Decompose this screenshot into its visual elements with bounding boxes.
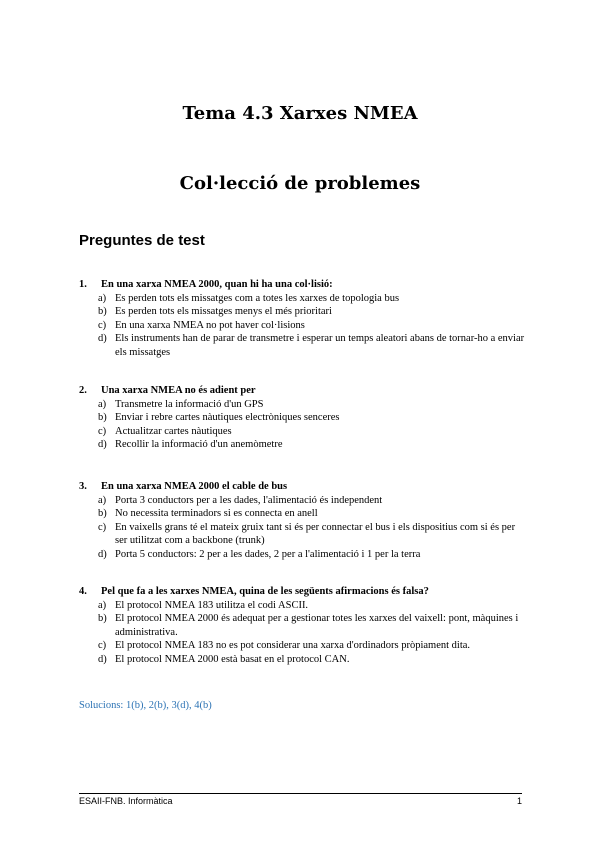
- question-2-header: [79, 384, 529, 398]
- section-heading: Preguntes de test: [79, 232, 205, 249]
- option-text: No necessita terminadors si es connecta en anell: [115, 508, 318, 519]
- option-item: [79, 612, 529, 639]
- document-title: Tema 4.3 Xarxes NMEA: [182, 103, 418, 124]
- option-text: En una xarxa NMEA no pot haver col·lisions: [115, 319, 305, 331]
- option-item: [79, 411, 529, 425]
- option-letter: d): [98, 653, 107, 665]
- question-1: [79, 278, 529, 359]
- option-item: [79, 425, 529, 439]
- option-letter: a): [98, 599, 107, 611]
- option-letter: a): [98, 398, 107, 410]
- option-text: El protocol NMEA 2000 està basat en el protocol CAN.: [115, 653, 350, 665]
- footer-label: ESAII-FNB. Informàtica: [79, 796, 173, 806]
- question-text: En una xarxa NMEA 2000 el cable de bus: [101, 481, 288, 492]
- option-text: Transmetre la informació d'un GPS: [115, 398, 264, 410]
- question-text: Una xarxa NMEA no és adient per: [101, 385, 256, 396]
- option-letter: c): [98, 319, 107, 331]
- option-item: [79, 507, 529, 521]
- option-letter: c): [98, 640, 107, 651]
- option-letter: b): [98, 508, 107, 519]
- option-item: [79, 292, 529, 306]
- option-letter: a): [98, 292, 107, 304]
- question-number: 4.: [79, 586, 87, 597]
- option-letter: b): [98, 306, 107, 317]
- option-item: [79, 494, 529, 508]
- solutions-text: Solucions: 1(b), 2(b), 3(d), 4(b): [79, 700, 212, 711]
- option-text: En vaixells grans té el mateix gruix tant si és per connectar el bus i els dispositius com si és per ser utilitzat com a backbone (trunk): [115, 521, 516, 546]
- question-4-header: [79, 585, 529, 599]
- footer-divider: [79, 793, 522, 794]
- option-item: [79, 521, 529, 548]
- question-number: 1.: [79, 279, 87, 290]
- option-letter: a): [98, 494, 107, 506]
- option-letter: c): [98, 521, 107, 533]
- question-1-header: [79, 278, 529, 292]
- option-item: [79, 332, 529, 359]
- option-item: [79, 653, 529, 667]
- option-letter: c): [98, 425, 107, 437]
- option-item: [79, 599, 529, 613]
- option-text: El protocol NMEA 183 no es pot considerar una xarxa d'ordinadors pròpiament dita.: [115, 640, 471, 651]
- option-text: Es perden tots els missatges com a totes les xarxes de topologia bus: [115, 292, 400, 304]
- option-text: Actualitzar cartes nàutiques: [115, 425, 232, 437]
- option-text: Porta 5 conductors: 2 per a les dades, 2 per a l'alimentació i 1 per la terra: [115, 548, 421, 560]
- question-text: En una xarxa NMEA 2000, quan hi ha una col·lisió:: [101, 279, 333, 290]
- option-item: [79, 639, 529, 653]
- option-text: Porta 3 conductors per a les dades, l'alimentació és independent: [115, 494, 383, 506]
- option-item: [79, 305, 529, 319]
- question-text: Pel que fa a les xarxes NMEA, quina de les següents afirmacions és falsa?: [101, 586, 429, 597]
- option-item: [79, 319, 529, 333]
- option-letter: d): [98, 548, 107, 560]
- option-text: Es perden tots els missatges menys el més prioritari: [115, 306, 332, 317]
- option-letter: b): [98, 613, 107, 624]
- question-3: [79, 480, 529, 561]
- document-subtitle: Col·lecció de problemes: [179, 173, 421, 194]
- option-letter: d): [98, 439, 107, 450]
- option-letter: b): [98, 412, 107, 423]
- option-text: Enviar i rebre cartes nàutiques electròniques senceres: [115, 412, 340, 423]
- option-item: [79, 438, 529, 452]
- option-text: El protocol NMEA 2000 és adequat per a gestionar totes les xarxes del vaixell: pont, màquines i administrativa.: [115, 613, 519, 638]
- option-letter: d): [98, 333, 107, 344]
- option-text: Recollir la informació d'un anemòmetre: [115, 439, 283, 450]
- page-number: 1: [516, 796, 522, 806]
- question-4: [79, 585, 529, 666]
- option-text: Els instruments han de parar de transmetre i esperar un temps aleatori abans de tornar-ho a enviar els missatges: [115, 333, 525, 358]
- option-item: [79, 398, 529, 412]
- question-number: 2.: [79, 385, 87, 396]
- question-2: [79, 384, 529, 452]
- option-text: El protocol NMEA 183 utilitza el codi ASCII.: [115, 599, 309, 611]
- option-item: [79, 548, 529, 562]
- question-number: 3.: [79, 481, 87, 492]
- question-3-header: [79, 480, 529, 494]
